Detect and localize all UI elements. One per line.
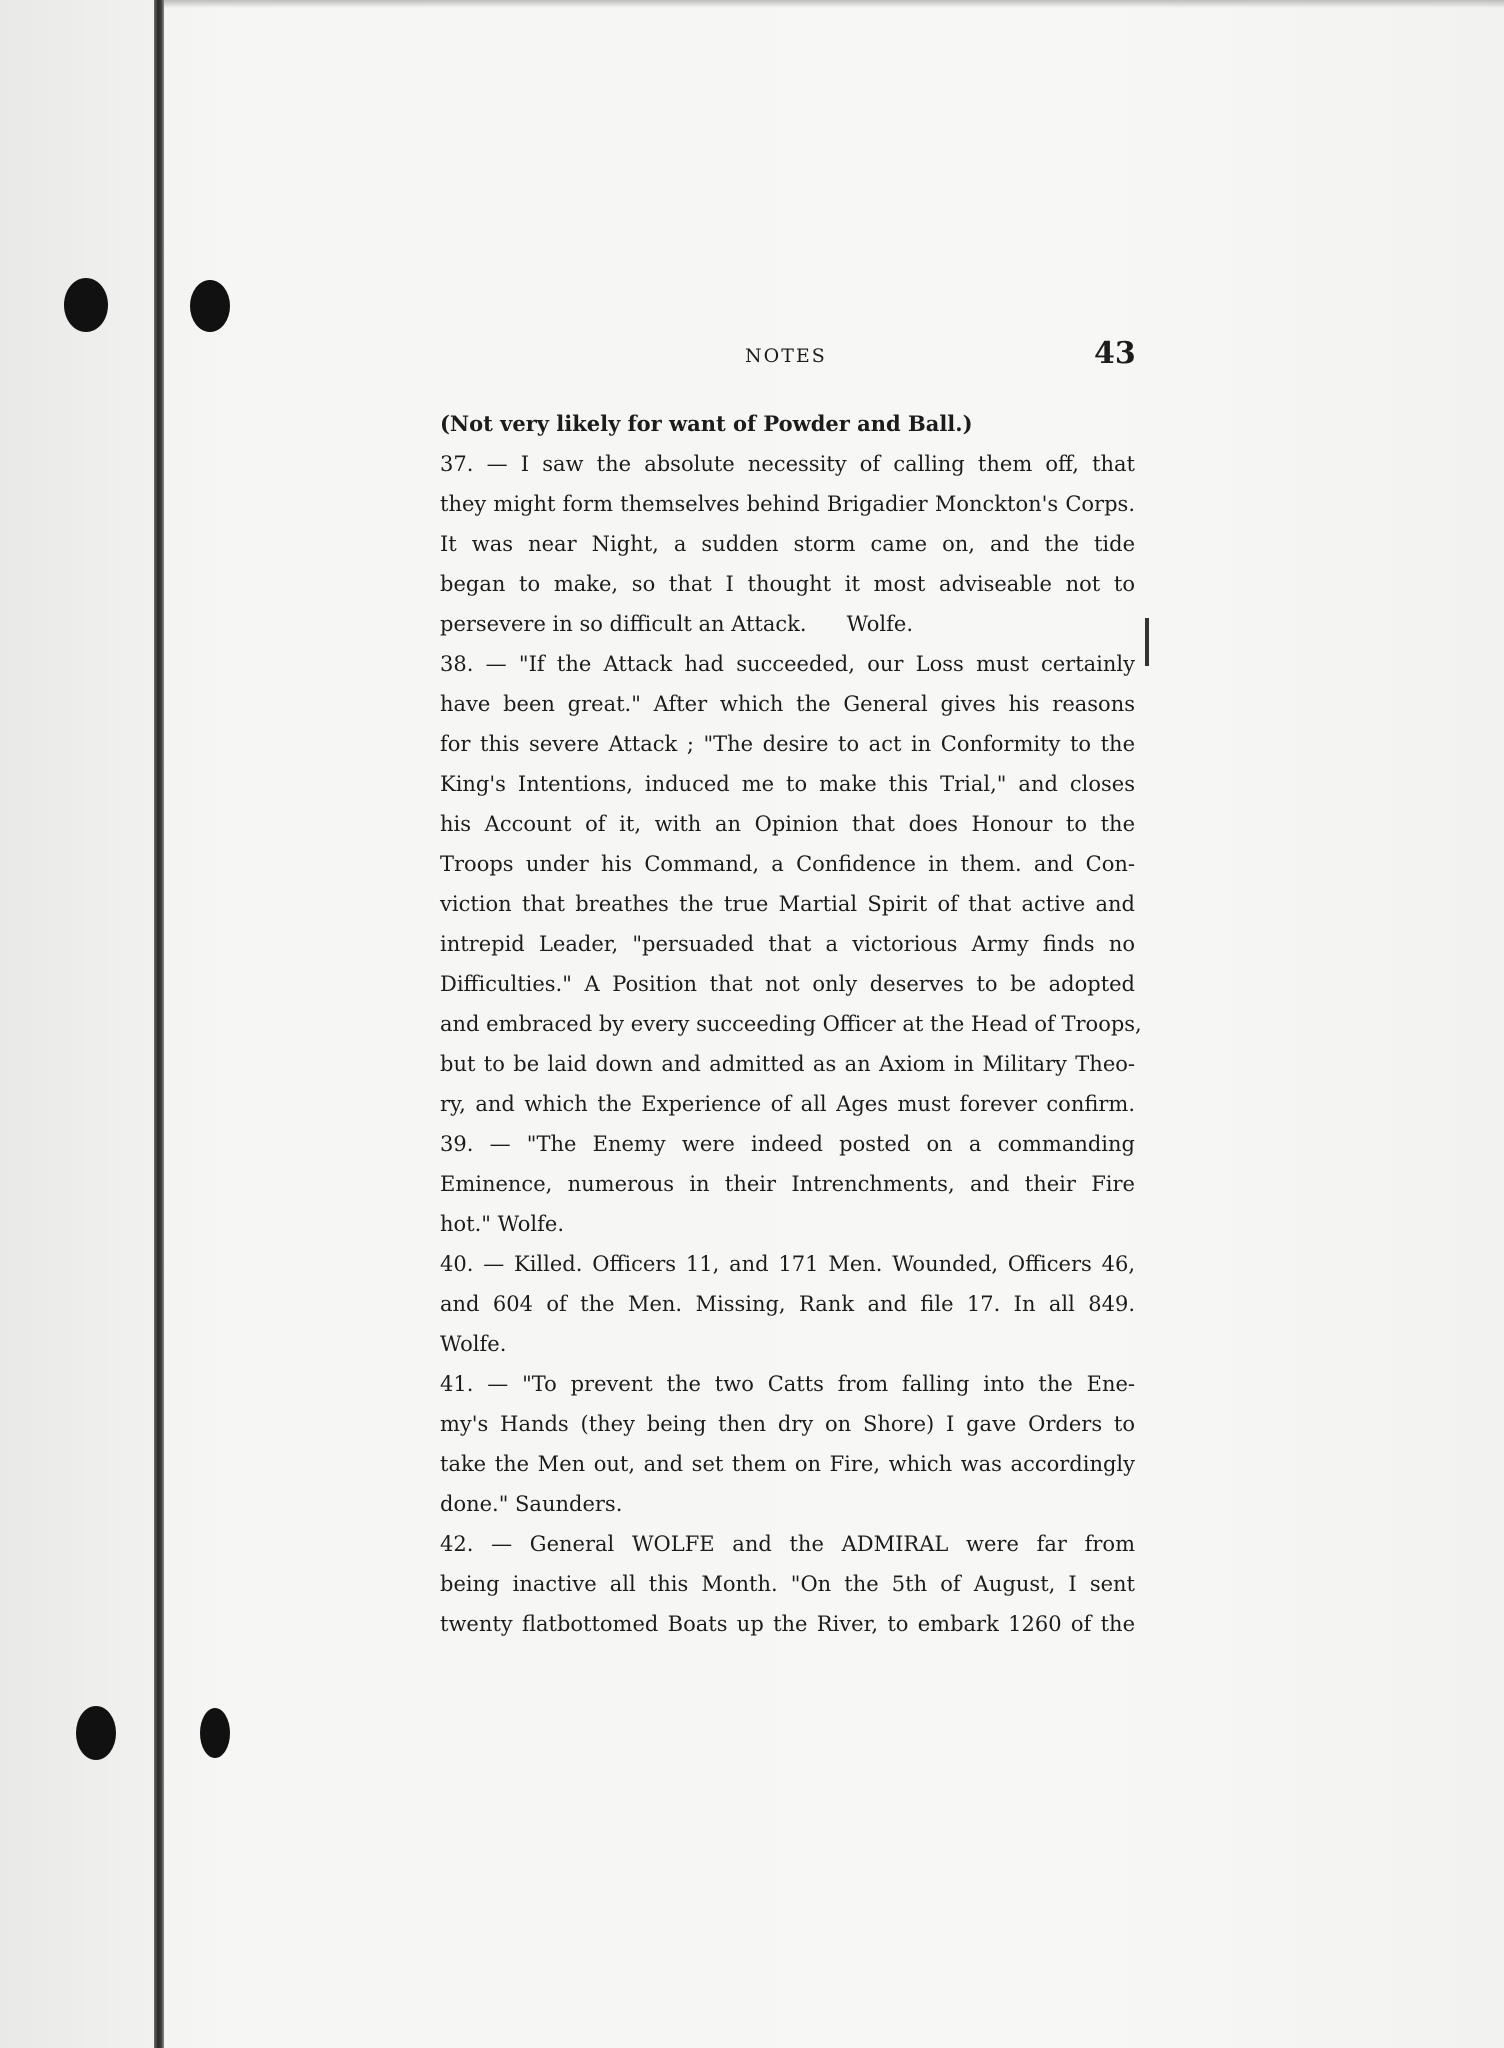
text-line: have been great." After which the General gives his reasons	[440, 692, 1135, 716]
binder-hole-bottom-left	[76, 1706, 116, 1760]
text-line: 41. — "To prevent the two Catts from falling into the Ene-	[440, 1372, 1135, 1396]
text-line: 42. — General WOLFE and the ADMIRAL were far from	[440, 1532, 1135, 1556]
body-text	[440, 404, 1142, 1644]
text-line: 37. — I saw the absolute necessity of calling them off, that	[440, 452, 1135, 476]
text-line: but to be laid down and admitted as an Axiom in Military Theo-	[440, 1052, 1135, 1076]
text-line: take the Men out, and set them on Fire, which was accordingly	[440, 1452, 1135, 1476]
text-line: being inactive all this Month. "On the 5th of August, I sent	[440, 1572, 1135, 1596]
text-line: King's Intentions, induced me to make this Trial," and closes	[440, 772, 1135, 796]
text-line: (Not very likely for want of Powder and Ball.)	[440, 411, 973, 436]
text-line: 39. — "The Enemy were indeed posted on a commanding	[440, 1132, 1135, 1156]
text-line: Difficulties." A Position that not only deserves to be adopted	[440, 972, 1135, 996]
text-line: and 604 of the Men. Missing, Rank and file 17. In all 849.	[440, 1292, 1135, 1316]
binder-hole-top-right	[190, 280, 230, 332]
text-line: viction that breathes the true Martial Spirit of that active and	[440, 892, 1135, 916]
text-line: 40. — Killed. Officers 11, and 171 Men. Wounded, Officers 46,	[440, 1252, 1135, 1276]
text-line: persevere in so difficult an Attack. Wolfe.	[440, 612, 913, 636]
text-line: ry, and which the Experience of all Ages must forever confirm.	[440, 1092, 1135, 1116]
text-line: for this severe Attack ; "The desire to act in Conformity to the	[440, 732, 1135, 756]
text-line: they might form themselves behind Brigadier Monckton's Corps.	[440, 492, 1135, 516]
running-header: NOTES	[745, 345, 827, 367]
text-line: It was near Night, a sudden storm came on, and the tide	[440, 532, 1135, 556]
text-line: hot." Wolfe.	[440, 1212, 565, 1236]
text-line: 38. — "If the Attack had succeeded, our Loss must certainly	[440, 652, 1135, 676]
text-line: intrepid Leader, "persuaded that a victorious Army finds no	[440, 932, 1135, 956]
top-edge-shadow	[0, 0, 1504, 8]
text-line: Troops under his Command, a Confidence in them. and Con-	[440, 852, 1135, 876]
text-line: twenty flatbottomed Boats up the River, to embark 1260 of the	[440, 1612, 1135, 1636]
text-line: done." Saunders.	[440, 1492, 623, 1516]
text-line: and embraced by every succeeding Officer at the Head of Troops,	[440, 1012, 1142, 1036]
binder-hole-top-left	[64, 278, 108, 332]
text-line: Wolfe.	[440, 1332, 507, 1356]
text-line: his Account of it, with an Opinion that does Honour to the	[440, 812, 1135, 836]
text-line: my's Hands (they being then dry on Shore) I gave Orders to	[440, 1412, 1135, 1436]
text-line: began to make, so that I thought it most adviseable not to	[440, 572, 1135, 596]
page-number: 43	[1094, 336, 1136, 371]
margin-mark	[1145, 618, 1149, 666]
text-line: Eminence, numerous in their Intrenchments, and their Fire	[440, 1172, 1135, 1196]
binding-spine	[154, 0, 164, 2048]
binder-hole-bottom-right	[200, 1708, 230, 1758]
